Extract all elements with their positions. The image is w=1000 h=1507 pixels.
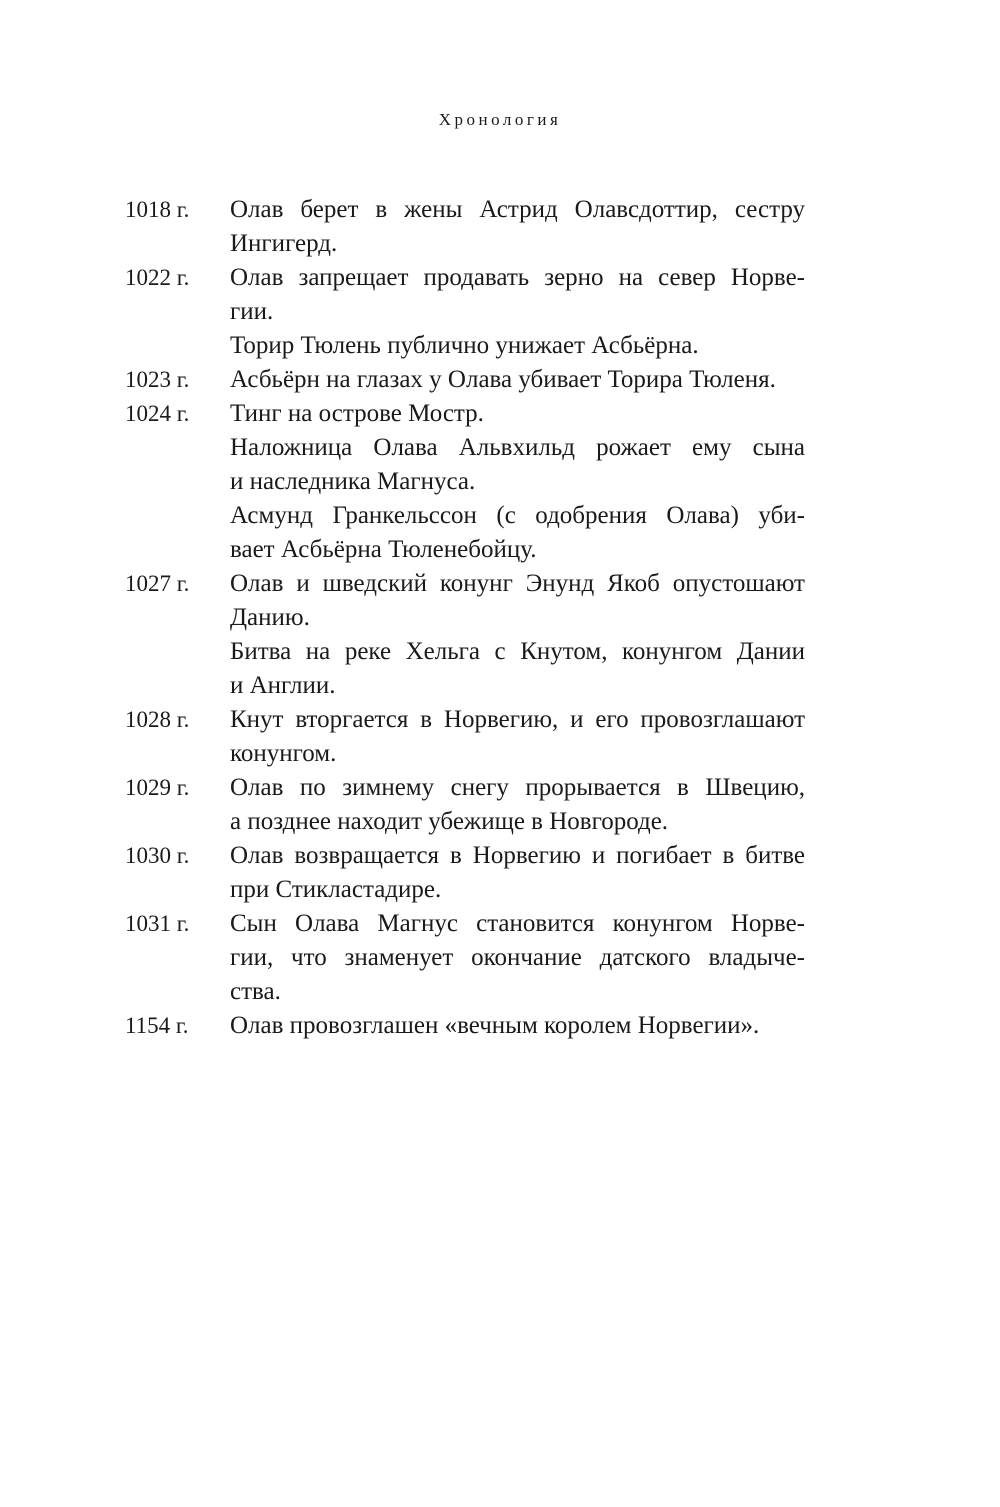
event-text <box>230 397 805 431</box>
event-line: Олав возвращается в Норвегию и погибает в битве <box>230 842 805 869</box>
entry-year: 1029 г. <box>125 775 190 800</box>
event-line: а позднее находит убежище в Новгороде. <box>230 808 669 835</box>
event-text <box>230 703 805 771</box>
event-line: Олав и шведский конунг Энунд Якоб опустошают <box>230 570 805 597</box>
chronology-entry <box>125 397 805 567</box>
entry-year: 1018 г. <box>125 197 190 222</box>
entry-year: 1031 г. <box>125 911 190 936</box>
entry-events <box>230 397 805 567</box>
entry-events <box>230 907 805 1009</box>
event-line: Данию. <box>230 604 310 631</box>
event-line: Олав запрещает продавать зерно на север Норве- <box>230 264 805 291</box>
entry-events <box>230 771 805 839</box>
entry-year: 1154 г. <box>125 1013 189 1038</box>
running-head: Хронология <box>438 110 562 129</box>
entry-events <box>230 193 805 261</box>
event-line: ства. <box>230 978 281 1005</box>
event-line: Ингигерд. <box>230 230 338 257</box>
entry-events <box>230 261 805 363</box>
entry-year: 1022 г. <box>125 265 190 290</box>
chronology-entry <box>125 907 805 1009</box>
event-text <box>230 839 805 907</box>
chronology-entry <box>125 839 805 907</box>
entry-events <box>230 839 805 907</box>
event-text <box>230 193 805 261</box>
event-text <box>230 363 805 397</box>
event-line: гии, что знаменует окончание датского владыче- <box>230 944 805 971</box>
entry-year: 1024 г. <box>125 401 190 426</box>
chronology-entry <box>125 363 805 397</box>
chronology-entry <box>125 567 805 703</box>
chronology-entry <box>125 193 805 261</box>
entry-year: 1030 г. <box>125 843 190 868</box>
entry-events <box>230 1009 805 1043</box>
chronology-entry <box>125 261 805 363</box>
entry-events <box>230 363 805 397</box>
event-line: конунгом. <box>230 740 337 767</box>
chronology-list <box>125 193 805 1043</box>
event-text <box>230 499 805 567</box>
event-line: Торир Тюлень публично унижает Асбьёрна. <box>230 332 699 359</box>
chronology-entry <box>125 1009 805 1043</box>
event-line: Олав берет в жены Астрид Олавсдоттир, сестру <box>230 196 805 223</box>
event-text <box>230 431 805 499</box>
event-text <box>230 567 805 635</box>
event-line: Асмунд Гранкельссон (с одобрения Олава) уби- <box>230 502 805 529</box>
event-line: вает Асбьёрна Тюленебойцу. <box>230 536 537 563</box>
event-text <box>230 261 805 329</box>
event-line: Олав провозглашен «вечным королем Норвегии». <box>230 1012 760 1039</box>
event-text <box>230 329 805 363</box>
event-line: и Англии. <box>230 672 336 699</box>
event-line: Олав по зимнему снегу прорывается в Швецию, <box>230 774 805 801</box>
event-line: при Стикластадире. <box>230 876 442 903</box>
entry-events <box>230 567 805 703</box>
event-line: Асбьёрн на глазах у Олава убивает Торира Тюленя. <box>230 366 776 393</box>
entry-year: 1023 г. <box>125 367 190 392</box>
entry-year: 1028 г. <box>125 707 190 732</box>
chronology-entry <box>125 771 805 839</box>
event-line: Кнут вторгается в Норвегию, и его провозглашают <box>230 706 805 733</box>
event-line: Сын Олава Магнус становится конунгом Норве- <box>230 910 805 937</box>
event-text <box>230 1009 805 1043</box>
event-line: и наследника Магнуса. <box>230 468 476 495</box>
chronology-entry <box>125 703 805 771</box>
event-text <box>230 635 805 703</box>
event-line: Битва на реке Хельга с Кнутом, конунгом Дании <box>230 638 805 665</box>
event-text <box>230 907 805 1009</box>
event-text <box>230 771 805 839</box>
entry-events <box>230 703 805 771</box>
entry-year: 1027 г. <box>125 571 190 596</box>
event-line: Тинг на острове Мостр. <box>230 400 484 427</box>
event-line: Наложница Олава Альвхильд рожает ему сына <box>230 434 805 461</box>
event-line: гии. <box>230 298 274 325</box>
